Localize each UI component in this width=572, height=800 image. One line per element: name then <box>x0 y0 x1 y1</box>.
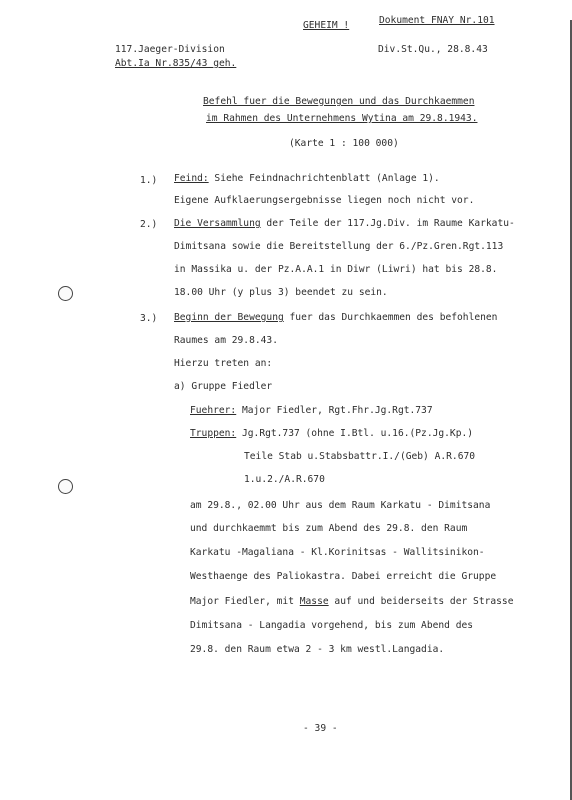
map-reference: (Karte 1 : 100 000) <box>289 138 399 149</box>
troops-line <box>190 428 473 440</box>
group-a-body-5 <box>190 596 513 608</box>
section-3-line1 <box>174 312 497 324</box>
document-number: Dokument FNAY Nr.101 <box>379 15 495 26</box>
order-title-line2: im Rahmen des Unternehmens Wytina am 29.8.1943. <box>206 113 478 124</box>
section-2-number: 2.) <box>140 219 158 230</box>
section-2-line3: in Massika u. der Pz.A.A.1 in Diwr (Liwri) hat bis 28.8. <box>174 264 498 275</box>
unit-name: 117.Jaeger-Division <box>115 44 225 55</box>
section-2-heading: Die Versammlung <box>174 218 261 229</box>
file-reference: Abt.Ia Nr.835/43 geh. <box>115 58 237 69</box>
hq-date: Div.St.Qu., 28.8.43 <box>378 44 488 55</box>
section-1-line2: Eigene Aufklaerungsergebnisse liegen noch nicht vor. <box>174 195 475 206</box>
section-3-line3: Hierzu treten an: <box>174 358 273 369</box>
section-3-line2: Raumes am 29.8.43. <box>174 335 278 346</box>
page-number: - 39 - <box>303 723 338 734</box>
section-3-number: 3.) <box>140 313 158 324</box>
section-2-line4: 18.00 Uhr (y plus 3) beendet zu sein. <box>174 287 388 298</box>
section-2-line1 <box>174 218 515 230</box>
group-a-body-7: 29.8. den Raum etwa 2 - 3 km westl.Langadia. <box>190 644 445 655</box>
troops-label: Truppen: <box>190 428 237 439</box>
troops-value-2: Teile Stab u.Stabsbattr.I./(Geb) A.R.670 <box>244 451 476 462</box>
group-a-body-6: Dimitsana - Langadia vorgehend, bis zum Abend des <box>190 620 474 631</box>
punch-hole-bottom <box>58 479 73 494</box>
section-2-text: der Teile der 117.Jg.Div. im Raume Karkatu- <box>260 218 515 229</box>
group-a-body-4: Westhaenge des Paliokastra. Dabei erreicht die Gruppe <box>190 571 497 582</box>
leader-value: Major Fiedler, Rgt.Fhr.Jg.Rgt.737 <box>236 405 433 416</box>
section-3-heading: Beginn der Bewegung <box>174 312 284 323</box>
group-a-body-2: und durchkaemmt bis zum Abend des 29.8. den Raum <box>190 523 468 534</box>
group-a-body-5c: auf und beiderseits der Strasse <box>328 596 514 607</box>
order-title-line1: Befehl fuer die Bewegungen und das Durchkaemmen <box>203 96 475 107</box>
troops-value-1: Jg.Rgt.737 (ohne I.Btl. u.16.(Pz.Jg.Kp.) <box>236 428 474 439</box>
group-a-body-5-underlined: Masse <box>299 596 329 607</box>
leader-line <box>190 405 433 417</box>
section-1-text: Siehe Feindnachrichtenblatt (Anlage 1). <box>208 173 440 184</box>
group-a-heading: a) Gruppe Fiedler <box>174 381 273 392</box>
classification-stamp: GEHEIM ! <box>303 20 350 31</box>
group-a-body-3: Karkatu -Magaliana - Kl.Korinitsas - Wallitsinikon- <box>190 547 485 558</box>
section-2-line2: Dimitsana sowie die Bereitstellung der 6./Pz.Gren.Rgt.113 <box>174 241 504 252</box>
troops-value-3: 1.u.2./A.R.670 <box>244 474 325 485</box>
section-1-line1 <box>174 173 440 185</box>
section-1-heading: Feind: <box>174 173 209 184</box>
section-1-number: 1.) <box>140 175 158 186</box>
group-a-body-1: am 29.8., 02.00 Uhr aus dem Raum Karkatu - Dimitsana <box>190 500 491 511</box>
leader-label: Fuehrer: <box>190 405 237 416</box>
section-3-text: fuer das Durchkaemmen des befohlenen <box>283 312 498 323</box>
group-a-body-5a: Major Fiedler, mit <box>190 596 300 607</box>
punch-hole-top <box>58 286 73 301</box>
